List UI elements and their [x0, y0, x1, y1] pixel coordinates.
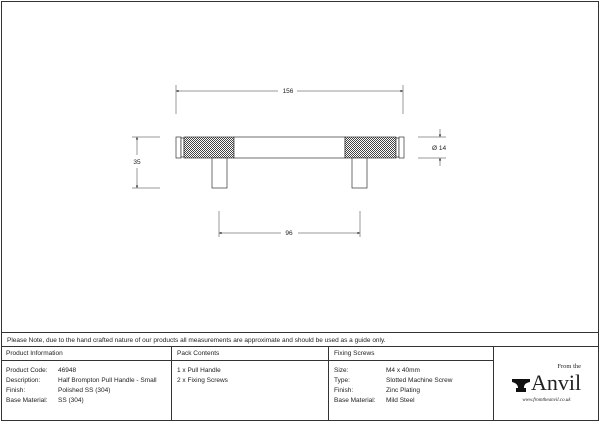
pack-item: 2 x Fixing Screws: [177, 377, 228, 384]
info-row: Description: Half Brompton Pull Handle - Small: [6, 377, 157, 384]
info-row: Finish: Polished SS (304): [6, 387, 111, 394]
product-information-title: Product Information: [1, 346, 171, 361]
logo-from-text: From the: [557, 363, 582, 370]
dimension-projection: 35: [133, 159, 141, 166]
disclaimer-note: Please Note, due to the hand crafted nature of our products all measurements are approximate and should be used as a guide only.: [1, 332, 599, 347]
screw-row: Size: M4 x 40mm: [334, 367, 420, 374]
dimension-centres: 96: [285, 230, 293, 237]
pack-item: 1 x Pull Handle: [177, 367, 221, 374]
fixing-screws-panel: [329, 346, 494, 421]
info-row: Product Code: 46948: [6, 367, 77, 374]
pack-contents-panel: [172, 346, 329, 421]
screw-row: Type: Slotted Machine Screw: [334, 377, 453, 384]
info-row: Base Material: SS (304): [6, 397, 84, 404]
logo-name-text: Anvil: [530, 370, 582, 395]
pack-contents-title: Pack Contents: [172, 346, 328, 361]
screw-row: Finish: Zinc Plating: [334, 387, 420, 394]
fixing-screws-title: Fixing Screws: [329, 346, 493, 361]
dimension-diameter: Ø 14: [432, 145, 447, 152]
dimension-length: 156: [282, 88, 294, 95]
logo-url-text: www.fromtheanvil.co.uk: [522, 398, 571, 403]
product-information-panel: [1, 346, 172, 421]
anvil-icon: [512, 375, 530, 395]
handle-bar: [176, 137, 404, 188]
screw-row: Base Material: Mild Steel: [334, 397, 415, 404]
from-the-anvil-logo: [494, 346, 599, 421]
